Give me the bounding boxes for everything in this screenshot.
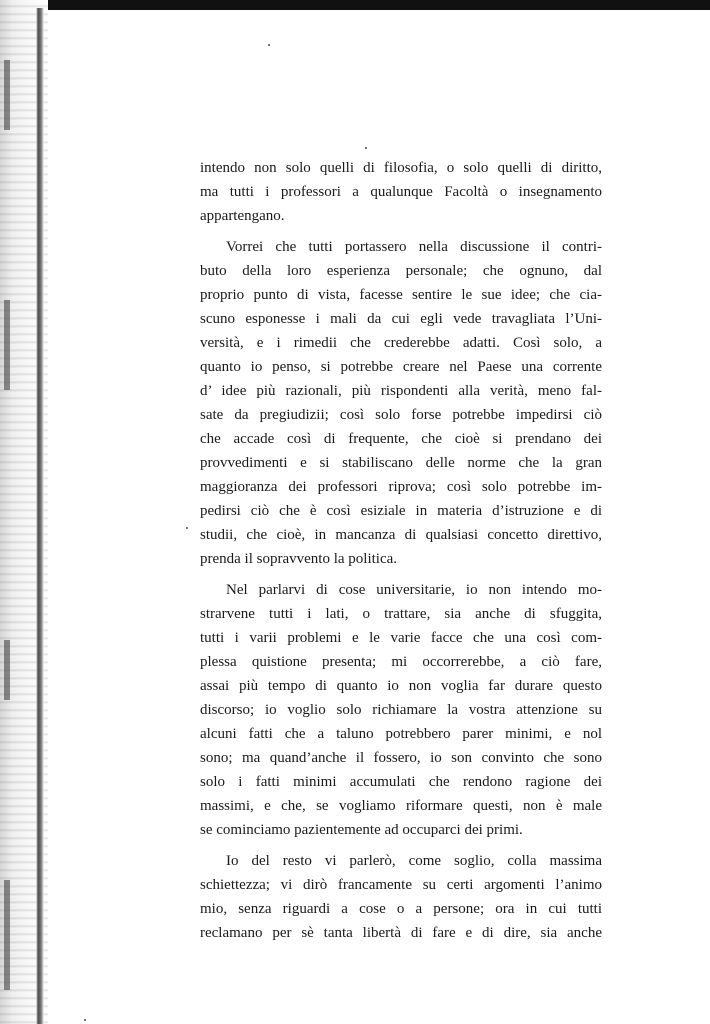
paragraph-gap bbox=[200, 228, 602, 235]
paragraph-gap bbox=[200, 571, 602, 578]
text-line: massimi, e che, se vogliamo riformare questi, non è male bbox=[200, 798, 602, 814]
text-line: pedirsi ciò che è così esiziale in materia d’istruzione e di bbox=[200, 503, 602, 519]
text-line: prenda il sopravvento la politica. bbox=[200, 551, 398, 567]
binding-mark bbox=[4, 300, 10, 390]
text-line: scuno esponesse i mali da cui egli vede travagliata l’Uni- bbox=[200, 311, 602, 327]
paragraph bbox=[200, 235, 602, 571]
text-line: Nel parlarvi di cose universitarie, io non intendo mo- bbox=[226, 582, 602, 598]
text-line: ma tutti i professori a qualunque Facoltà o insegnamento bbox=[200, 184, 602, 200]
page-text bbox=[200, 156, 602, 945]
text-line: schiettezza; vi dirò francamente su certi argomenti l’animo bbox=[200, 877, 602, 893]
paper-speck bbox=[268, 44, 270, 46]
text-line: alcuni fatti che a taluno potrebbero parer minimi, e nol bbox=[200, 726, 602, 742]
binding-mark bbox=[4, 60, 10, 130]
paper-speck bbox=[84, 1019, 86, 1021]
text-line: provvedimenti e si stabiliscano delle norme che la gran bbox=[200, 455, 602, 471]
text-line: proprio punto di vista, facesse sentire le sue idee; che cia- bbox=[200, 287, 602, 303]
text-line: Vorrei che tutti portassero nella discussione il contri- bbox=[226, 239, 602, 255]
text-line: assai più tempo di quanto io non voglia far durare questo bbox=[200, 678, 602, 694]
text-line: plessa quistione presenta; mi occorrerebbe, a ciò fare, bbox=[200, 654, 602, 670]
text-line: sono; ma quand’anche il fossero, io son convinto che sono bbox=[200, 750, 602, 766]
text-line: se cominciamo pazientemente ad occuparci dei primi. bbox=[200, 822, 523, 838]
text-line: reclamano per sè tanta libertà di fare e di dire, sia anche bbox=[200, 925, 602, 941]
text-line: discorso; io voglio solo richiamare la vostra attenzione su bbox=[200, 702, 602, 718]
binding-gutter-line bbox=[36, 8, 44, 1024]
binding-mark bbox=[4, 640, 10, 700]
text-line: sate da pregiudizii; così solo forse potrebbe impedirsi ciò bbox=[200, 407, 602, 423]
text-line: studii, che cioè, in mancanza di qualsiasi concetto direttivo, bbox=[200, 527, 602, 543]
text-line: maggioranza dei professori riprova; così solo potrebbe im- bbox=[200, 479, 602, 495]
text-line: appartengano. bbox=[200, 208, 285, 224]
text-line: d’ idee più razionali, più rispondenti alla verità, meno fal- bbox=[200, 383, 602, 399]
text-line: quanto io penso, si potrebbe creare nel Paese una corrente bbox=[200, 359, 602, 375]
paragraph bbox=[200, 849, 602, 945]
top-edge-shadow bbox=[0, 0, 710, 10]
text-line: intendo non solo quelli di filosofia, o solo quelli di diritto, bbox=[200, 160, 602, 176]
text-line: mio, senza riguardi a cose o a persone; ora in cui tutti bbox=[200, 901, 602, 917]
text-line: solo i fatti minimi accumulati che rendono ragione dei bbox=[200, 774, 602, 790]
paragraph-gap bbox=[200, 842, 602, 849]
paper-speck bbox=[365, 147, 367, 149]
text-line: buto della loro esperienza personale; che ognuno, dal bbox=[200, 263, 602, 279]
text-line: che accade così di frequente, che cioè si prendano dei bbox=[200, 431, 602, 447]
paragraph bbox=[200, 156, 602, 228]
paper-speck bbox=[186, 527, 188, 529]
binding-mark bbox=[4, 880, 10, 990]
text-line: strarvene tutti i lati, o trattare, sia anche di sfuggita, bbox=[200, 606, 602, 622]
text-line: versità, e i rimedii che crederebbe adatti. Così solo, a bbox=[200, 335, 602, 351]
text-line: Io del resto vi parlerò, come soglio, colla massima bbox=[226, 853, 602, 869]
text-line: tutti i varii problemi e le varie facce che una così com- bbox=[200, 630, 602, 646]
paragraph bbox=[200, 578, 602, 842]
